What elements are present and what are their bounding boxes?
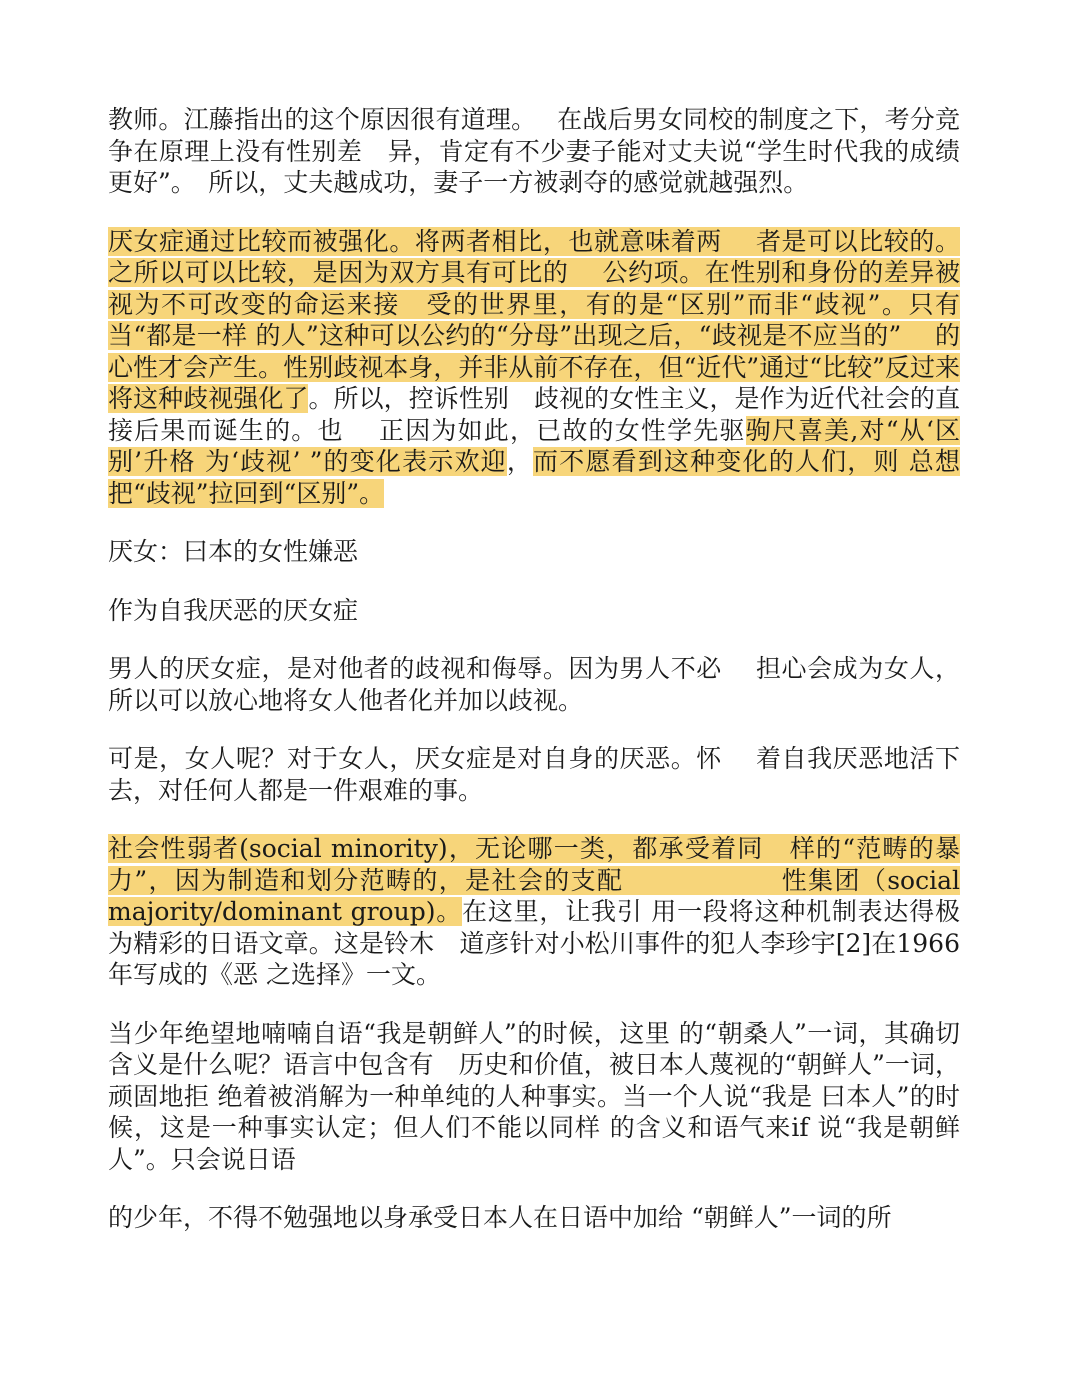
text-segment: 作为自我厌恶的厌女症 xyxy=(108,595,359,625)
text-segment: ， xyxy=(506,447,534,476)
highlighted-text: 社会性弱者(social minority)，无论哪一类，都承受着同 样的“范畴的暴力”，因为制造和划分范畴的，是社会的支配 性集团（social majority/dominant group)。 xyxy=(108,834,960,926)
text-segment: 的少年，不得不勉强地以身承受日本人在日语中加给 “朝鲜人”一词的所 xyxy=(108,1203,892,1232)
text-segment: 当少年绝望地喃喃自语“我是朝鲜人”的时候，这里 的“朝桑人”一词，其确切含义是什么呢？语言中包含有 历史和价值，被日本人蔑视的“朝鲜人”一词，顽固地拒 绝着被消解为一种单纯的人种事实。当一个人说“我是 曰本人”的时候，这是一种事实认定；但人们不能以同样 的含义和语气来if 说“我是朝鲜人”。只会说日语 xyxy=(108,1018,960,1174)
paragraph-5 xyxy=(108,653,960,716)
paragraph-6 xyxy=(108,743,960,806)
text-segment: 。所以，控诉性别 歧视的女性主义，是作为近代社会的直接后果而诞生的。也 正因为如此，已故的女性学先驱 xyxy=(108,384,960,445)
section-heading xyxy=(108,536,960,568)
paragraph-1 xyxy=(108,104,960,199)
highlighted-text: 而不愿看到这种变化的人们，则 总想把“歧视”拉回到“区别”。 xyxy=(108,447,960,508)
text-segment: 可是，女人呢？对于女人，厌女症是对自身的厌恶。怀 着自我厌恶地活下去，对任何人都是一件艰难的事。 xyxy=(108,744,960,805)
quote-continuation xyxy=(108,1202,960,1234)
text-segment: 在这里，让我引 用一段将这种机制表达得极为精彩的日语文章。这是铃木 道彦针对小松川事件的犯人李珍宇[2]在1966年写成的《恶 之选择》一文。 xyxy=(108,897,960,989)
text-segment: 教师。江藤指出的这个原因很有道理。 在战后男女同校的制度之下，考分竞争在原理上没有性别差 异，肯定有不少妻子能对丈夫说“学生时代我的成绩更好”。 所以，丈夫越成功，妻子一方被剥夺的感觉就越强烈。 xyxy=(108,105,960,197)
text-segment: 男人的厌女症，是对他者的歧视和侮辱。因为男人不必 担心会成为女人，所以可以放心地将女人他者化并加以歧视。 xyxy=(108,654,960,715)
document-page xyxy=(108,104,960,1261)
paragraph-2 xyxy=(108,226,960,510)
highlighted-text: 厌女症通过比较而被强化。将两者相比，也就意味着两 者是可以比较的。之所以可以比较，是因为双方具有可比的 公约项。在性别和身份的差异被视为不可改变的命运来接 受的世界里，有的是“区别”而非“歧视”。只有当“都是一样 的人”这种可以公约的“分母”出现之后，“歧视是不应当的” 的心性才会产生。性别歧视本身，并非从前不存在，但“近代”通过“比较”反过来将这种歧视强化了 xyxy=(108,226,960,413)
text-segment: 厌女：曰本的女性嫌恶 xyxy=(108,537,359,566)
paragraph-7 xyxy=(108,833,960,991)
quote-paragraph xyxy=(108,1018,960,1176)
highlighted-text: 驹尺喜美,对“从‘区别’升格 为‘歧视’ ”的变化表示欢迎 xyxy=(108,415,960,476)
subsection-heading xyxy=(108,595,960,627)
